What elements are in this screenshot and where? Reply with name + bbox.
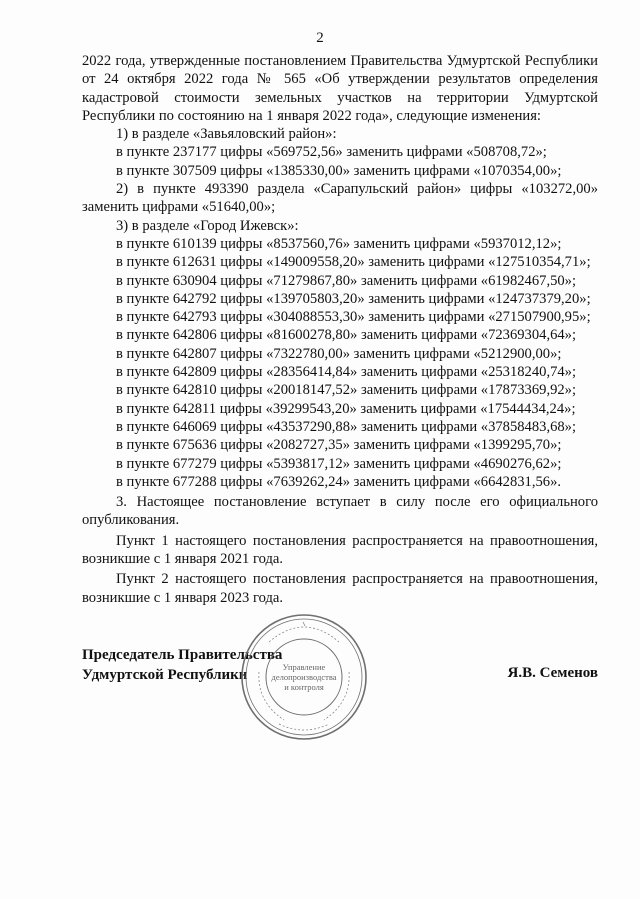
signature-title-line2: Удмуртской Республики: [82, 667, 248, 683]
section3-item: в пункте 612631 цифры «149009558,20» заменить цифрами «127510354,71»;: [116, 254, 591, 271]
point1-paragraph: Пункт 1 настоящего постановления распространяется на правоотношения, возникшие с 1 января 2021 года.: [82, 532, 598, 568]
document-body: [82, 52, 598, 607]
section3-item: в пункте 646069 цифры «43537290,88» заменить цифрами «37858483,68»;: [116, 418, 577, 435]
point2-paragraph: Пункт 2 настоящего постановления распространяется на правоотношения, возникшие с 1 января 2023 года.: [82, 571, 598, 606]
section3-item: в пункте 642811 цифры «39299543,20» заменить цифрами «17544434,24»;: [116, 400, 576, 417]
stamp-inner-line1: Управление: [282, 662, 326, 672]
section3-item: в пункте 677288 цифры «7639262,24» заменить цифрами «6642831,56».: [116, 473, 562, 490]
official-stamp: [239, 612, 369, 742]
section3-item: в пункте 642793 цифры «304088553,30» заменить цифрами «271507900,95»;: [116, 309, 591, 326]
page-number: 2: [316, 30, 324, 46]
stamp-inner-line2: делопроизводства: [271, 672, 337, 682]
section3-item: в пункте 677279 цифры «5393817,12» заменить цифрами «4690276,62»;: [116, 455, 562, 472]
section1-item: в пункте 237177 цифры «569752,56» заменить цифрами «508708,72»;: [116, 144, 547, 161]
clause3-paragraph: 3. Настоящее постановление вступает в силу после его официального опубликования.: [82, 494, 598, 529]
section3-item: в пункте 642807 цифры «7322780,00» заменить цифрами «5212900,00»;: [116, 345, 562, 362]
section3-heading: 3) в разделе «Город Ижевск»:: [116, 217, 299, 234]
section3-item: в пункте 610139 цифры «8537560,76» заменить цифрами «5937012,12»;: [116, 235, 562, 252]
section3-item: в пункте 642792 цифры «139705803,20» заменить цифрами «124737379,20»;: [116, 290, 591, 307]
signatory-name: Я.В. Семенов: [507, 665, 598, 681]
section1-heading: 1) в разделе «Завьяловский район»:: [116, 126, 337, 143]
intro-paragraph: 2022 года, утвержденные постановлением Правительства Удмуртской Республики от 24 октября 2022 года № 565 «Об утверждении результатов определения кадастровой стоимости земельных участков на территории Удмуртской Республики по состоянию на 1 января 2022 года», следующие изменения:: [82, 53, 598, 124]
section3-item: в пункте 642809 цифры «28356414,84» заменить цифрами «25318240,74»;: [116, 364, 577, 381]
signature-title-line1: Председатель Правительства: [82, 647, 283, 663]
section1-item: в пункте 307509 цифры «1385330,00» заменить цифрами «1070354,00»;: [116, 162, 562, 179]
section3-item: в пункте 630904 цифры «71279867,80» заменить цифрами «61982467,50»;: [116, 272, 577, 289]
section3-item: в пункте 642810 цифры «20018147,52» заменить цифрами «17873369,92»;: [116, 382, 577, 399]
stamp-inner-line3: и контроля: [284, 682, 324, 692]
section3-item: в пункте 642806 цифры «81600278,80» заменить цифрами «72369304,64»;: [116, 327, 577, 344]
section2-paragraph: 2) в пункте 493390 раздела «Сарапульский район» цифры «103272,00» заменить цифрами «51640,00»;: [82, 181, 598, 216]
section3-item: в пункте 675636 цифры «2082727,35» заменить цифрами «1399295,70»;: [116, 437, 562, 454]
